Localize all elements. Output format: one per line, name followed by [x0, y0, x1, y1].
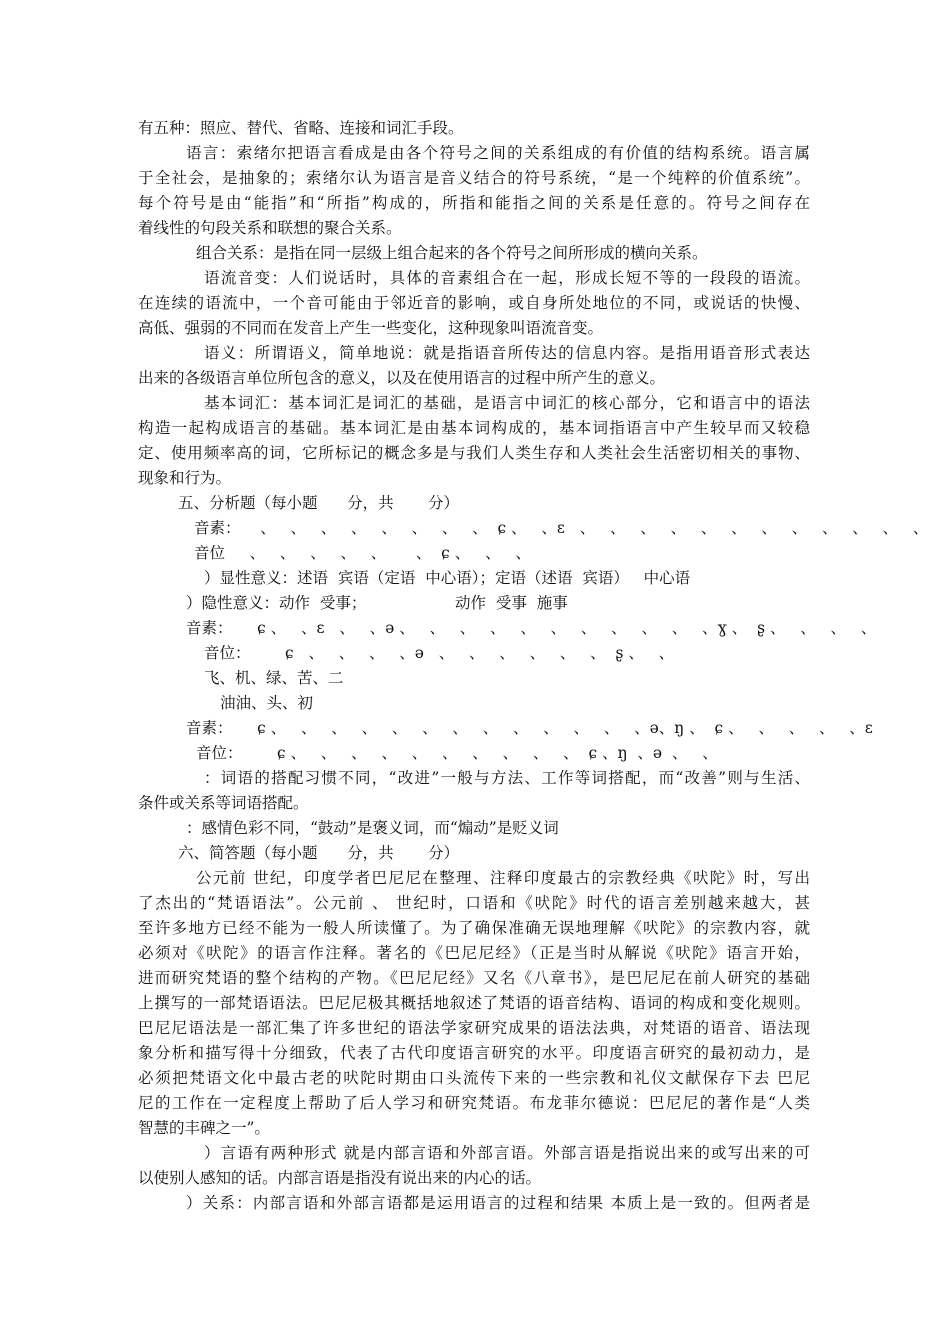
text-line: 智慧的丰碑之一”。: [138, 1119, 270, 1137]
text-line: ）言语有两种形式 就是内部言语和外部言语。外部言语是指说出来的或写出来的可: [204, 1144, 810, 1162]
text-line: 音位： ɕ 、 、 、 、ə 、 、 、 、 、 、 ʂ 、 、: [204, 644, 675, 662]
text-line: 尼的工作在一定程度上帮助了后人学习和研究梵语。布龙菲尔德说：巴尼尼的著作是“人类: [138, 1094, 810, 1112]
text-line: 基本词汇：基本词汇是词汇的基础，是语言中词汇的核心部分，它和语言中的语法: [204, 394, 810, 412]
text-line: 进而研究梵语的整个结构的产物。《巴尼尼经》又名《八章书》，是巴尼尼在前人研究的基础: [138, 969, 810, 987]
text-line: 高低、强弱的不同而在发音上产生一些变化，这种现象叫语流音变。: [138, 319, 604, 337]
text-line: 语义：所谓语义，简单地说：就是指语音所传达的信息内容。是指用语音形式表达: [204, 344, 810, 362]
text-line: 于全社会，是抽象的；索绪尔认为语言是音义结合的符号系统，“是一个纯粹的价值系统”。: [138, 169, 810, 187]
text-line: 出来的各级语言单位所包含的意义，以及在使用语言的过程中所产生的意义。: [138, 369, 666, 387]
text-line: 每个符号是由“能指”和“所指”构成的，所指和能指之间的关系是任意的。符号之间存在: [138, 194, 810, 212]
text-line: 了杰出的“梵语语法”。公元前 、 世纪时，口语和《吠陀》时代的语言差别越来越大，甚: [138, 894, 810, 912]
text-line: 至许多地方已经不能为一般人所读懂了。为了确保准确无误地理解《吠陀》的宗教内容，就: [138, 919, 810, 937]
text-line: 油油、头、初: [220, 694, 314, 712]
text-line: 现象和行为。: [138, 469, 232, 487]
section-heading: 五、分析题（每小题 分，共 分）: [178, 494, 460, 512]
text-line: 构造一起构成语言的基础。基本词汇是由基本词构成的，基本词指语言中产生较早而又较稳: [138, 419, 810, 437]
text-line: 语言：索绪尔把语言看成是由各个符号之间的关系组成的有价值的结构系统。语言属: [186, 144, 810, 162]
text-line: ）显性意义：述语 宾语（定语 中心语）；定语（述语 宾语） 中心语: [204, 569, 691, 587]
text-line: 飞、机、绿、苦、二: [204, 669, 344, 687]
text-line: 必须对《吠陀》的语言作注释。著名的《巴尼尼经》（正是当时从解说《吠陀》语言开始，: [138, 944, 810, 962]
text-line: ：词语的搭配习惯不同，“改进”一般与方法、工作等词搭配，而“改善”则与生活、: [204, 769, 810, 787]
text-line: 上撰写的一部梵语语法。巴尼尼极其概括地叙述了梵语的语音结构、语词的构成和变化规则。: [138, 994, 810, 1012]
text-line: 定、使用频率高的词，它所标记的概念多是与我们人类生存和人类社会生活密切相关的事物、: [138, 444, 810, 462]
text-line: 音素： ɕ 、 、ɛ 、 、ə 、 、 、 、 、 、 、 、 、 、 、ɣ 、 ʂ 、 、 、 、: [186, 619, 877, 637]
text-line: 在连续的语流中，一个音可能由于邻近音的影响，或自身所处地位的不同，或说话的快慢、: [138, 294, 810, 312]
text-line: 音素： ɕ 、 、 、 、 、 、 、 、 、 、 、 、 、ə、ŋ 、 ɕ 、 、 、 、 、ɛ: [186, 719, 873, 737]
text-line: 有五种：照应、替代、省略、连接和词汇手段。: [138, 119, 464, 137]
text-line: 音位 、 、 、 、 、 、 ɕ 、 、 、: [194, 544, 531, 562]
text-line: 以使别人感知的话。内部言语是指没有说出来的内心的话。: [138, 1169, 542, 1187]
section-heading: 六、简答题（每小题 分，共 分）: [178, 844, 460, 862]
text-line: 公元前 世纪，印度学者巴尼尼在整理、注释印度最古的宗教经典《吠陀》时，写出: [196, 869, 810, 887]
text-line: 象分析和描写得十分细致，代表了古代印度语言研究的水平。印度语言研究的最初动力，是: [138, 1044, 810, 1062]
text-line: 语流音变：人们说话时，具体的音素组合在一起，形成长短不等的一段段的语流。: [204, 269, 810, 287]
text-line: ）关系：内部言语和外部言语都是运用语言的过程和结果 本质上是一致的。但两者是: [186, 1194, 810, 1212]
text-line: 着线性的句段关系和联想的聚合关系。: [138, 219, 402, 237]
text-line: ）隐性意义：动作 受事； 动作 受事 施事: [186, 594, 568, 612]
text-line: 必须把梵语文化中最古老的吠陀时期由口头流传下来的一些宗教和礼仪文献保存下去 巴尼: [138, 1069, 810, 1087]
text-line: 组合关系：是指在同一层级上组合起来的各个符号之间所形成的横向关系。: [196, 244, 708, 262]
text-line: 条件或关系等词语搭配。: [138, 794, 309, 812]
text-line: 音素： 、 、 、 、 、 、 、 、 ɕ 、 、ɛ 、 、 、 、 、 、 、 、 、 、 、 、: [194, 519, 929, 537]
text-line: 音位： ɕ 、 、 、 、 、 、 、 、 、 、 ɕ 、ŋ 、ə 、 、: [196, 744, 718, 762]
text-line: 巴尼尼语法是一部汇集了许多世纪的语法学家研究成果的语法法典，对梵语的语音、语法现: [138, 1019, 810, 1037]
text-line: ：感情色彩不同，“鼓动”是褒义词，而“煽动”是贬义词: [186, 819, 559, 837]
